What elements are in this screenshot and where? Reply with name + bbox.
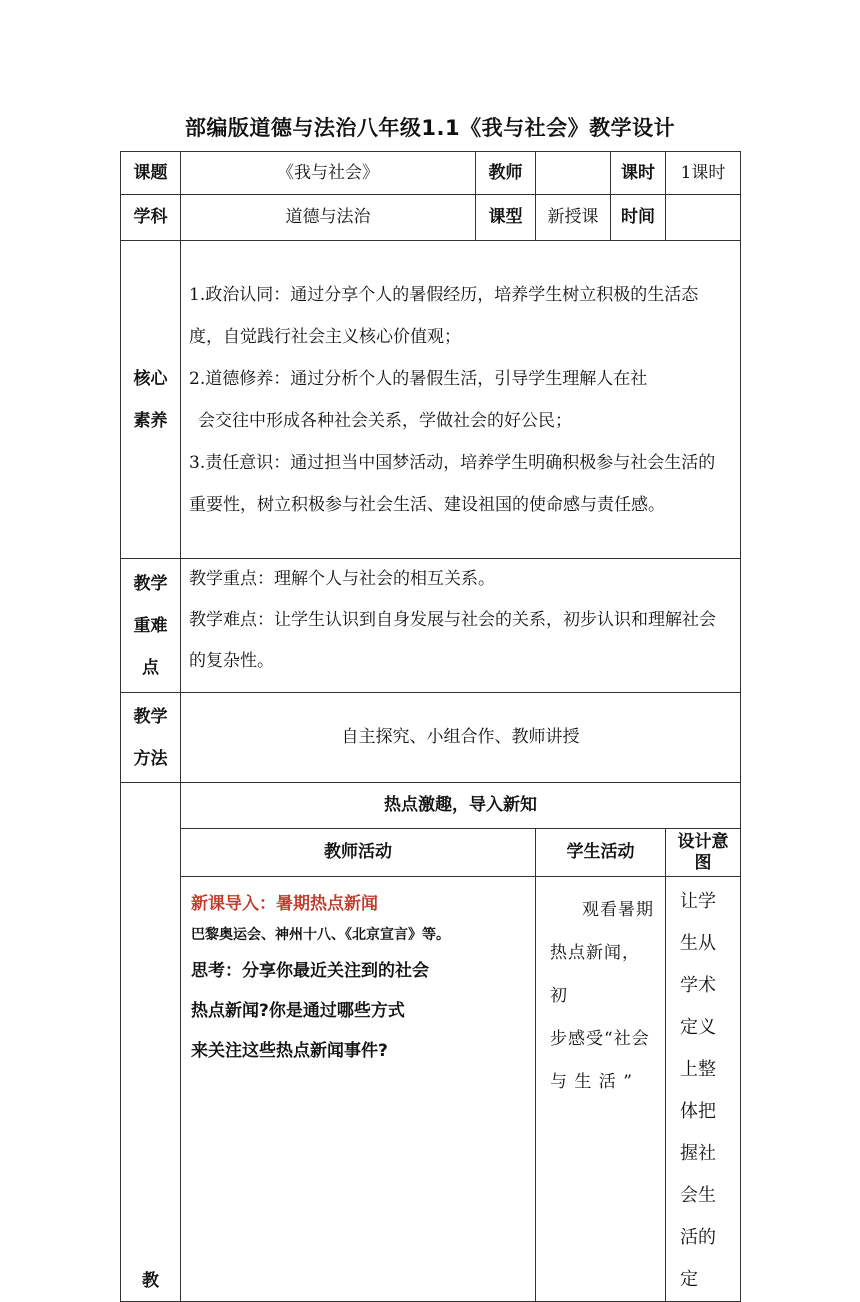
core-literacy-label bbox=[121, 241, 181, 559]
time-value bbox=[666, 195, 741, 241]
key-label-line2: 重难 bbox=[133, 615, 168, 636]
method-label-line1: 教学 bbox=[133, 706, 168, 727]
hours-label: 课时 bbox=[611, 152, 666, 195]
page-title: 部编版道德与法治八年级1.1《我与社会》教学设计 bbox=[184, 116, 676, 140]
teacher-value bbox=[536, 152, 611, 195]
design-line-1: 让学生从 bbox=[680, 891, 716, 954]
key-focus: 教学重点：理解个人与社会的相互关系。 bbox=[189, 569, 495, 589]
teacher-think-3: 来关注这些热点新闻事件? bbox=[191, 1041, 388, 1061]
section-title: 热点激趣，导入新知 bbox=[181, 783, 741, 829]
key-points-content bbox=[181, 559, 741, 693]
row-core-literacy bbox=[121, 241, 741, 559]
hours-value: 1课时 bbox=[666, 152, 741, 195]
subject-label: 学科 bbox=[121, 195, 181, 241]
row-column-headers bbox=[121, 829, 741, 877]
key-label-line3: 点 bbox=[142, 657, 159, 678]
topic-value: 《我与社会》 bbox=[181, 152, 476, 195]
row-topic bbox=[121, 152, 741, 195]
process-label: 教 bbox=[121, 783, 181, 1302]
teacher-news: 巴黎奥运会、神州十八、《北京宣言》等。 bbox=[191, 927, 450, 943]
design-line-4: 握社会生 bbox=[680, 1143, 716, 1206]
core-point-2-line2: 会交往中形成各种社会关系，学做社会的好公民； bbox=[198, 410, 572, 431]
core-label-line1: 核心 bbox=[133, 368, 168, 389]
design-line-3: 上整体把 bbox=[680, 1059, 716, 1122]
student-line-4: 与 生 活 ” bbox=[550, 1072, 633, 1092]
key-points-label bbox=[121, 559, 181, 693]
lesson-plan-table bbox=[120, 151, 741, 1302]
method-value: 自主探究、小组合作、教师讲授 bbox=[181, 693, 741, 783]
subject-value: 道德与法治 bbox=[181, 195, 476, 241]
key-label-line1: 教学 bbox=[133, 573, 168, 594]
student-activity-cell bbox=[536, 877, 666, 1302]
core-point-1: 1.政治认同：通过分享个人的暑假经历，培养学生树立积极的生活态度，自觉践行社会主义核心价值观； bbox=[189, 284, 699, 347]
teacher-activity-cell bbox=[181, 877, 536, 1302]
teacher-heading: 新课导入：暑期热点新闻 bbox=[191, 894, 378, 914]
core-point-3: 3.责任意识：通过担当中国梦活动，培养学生明确积极参与社会生活的重要性，树立积极参与社会生活、建设祖国的使命感与责任感。 bbox=[189, 452, 716, 515]
student-line-2: 热点新闻，初 bbox=[550, 943, 640, 1006]
design-line-5: 活的定 bbox=[680, 1227, 716, 1290]
row-section-title bbox=[121, 783, 741, 829]
teacher-think-2: 热点新闻?你是通过哪些方式 bbox=[191, 1001, 405, 1021]
design-intent-cell bbox=[666, 877, 741, 1302]
row-subject bbox=[121, 195, 741, 241]
topic-label: 课题 bbox=[121, 152, 181, 195]
col-design-intent: 设计意图 bbox=[666, 829, 741, 877]
row-activity bbox=[121, 877, 741, 1302]
col-student-activity: 学生活动 bbox=[536, 829, 666, 877]
core-label-line2: 素养 bbox=[133, 410, 168, 431]
teacher-label: 教师 bbox=[476, 152, 536, 195]
key-difficulty: 教学难点：让学生认识到自身发展与社会的关系，初步认识和理解社会的复杂性。 bbox=[189, 610, 716, 671]
core-point-2-line1: 2.道德修养：通过分析个人的暑假生活，引导学生理解人在社 bbox=[189, 368, 648, 389]
type-label: 课型 bbox=[476, 195, 536, 241]
time-label: 时间 bbox=[611, 195, 666, 241]
student-line-3: 步感受“社会 bbox=[550, 1029, 650, 1049]
row-key-points bbox=[121, 559, 741, 693]
teacher-think-1: 思考：分享你最近关注到的社会 bbox=[191, 961, 429, 981]
col-teacher-activity: 教师活动 bbox=[181, 829, 536, 877]
method-label bbox=[121, 693, 181, 783]
method-label-line2: 方法 bbox=[133, 748, 168, 769]
type-value: 新授课 bbox=[536, 195, 611, 241]
design-line-2: 学术定义 bbox=[680, 975, 716, 1038]
core-literacy-content bbox=[181, 241, 741, 559]
student-line-1: 观看暑期 bbox=[582, 900, 654, 920]
row-method bbox=[121, 693, 741, 783]
